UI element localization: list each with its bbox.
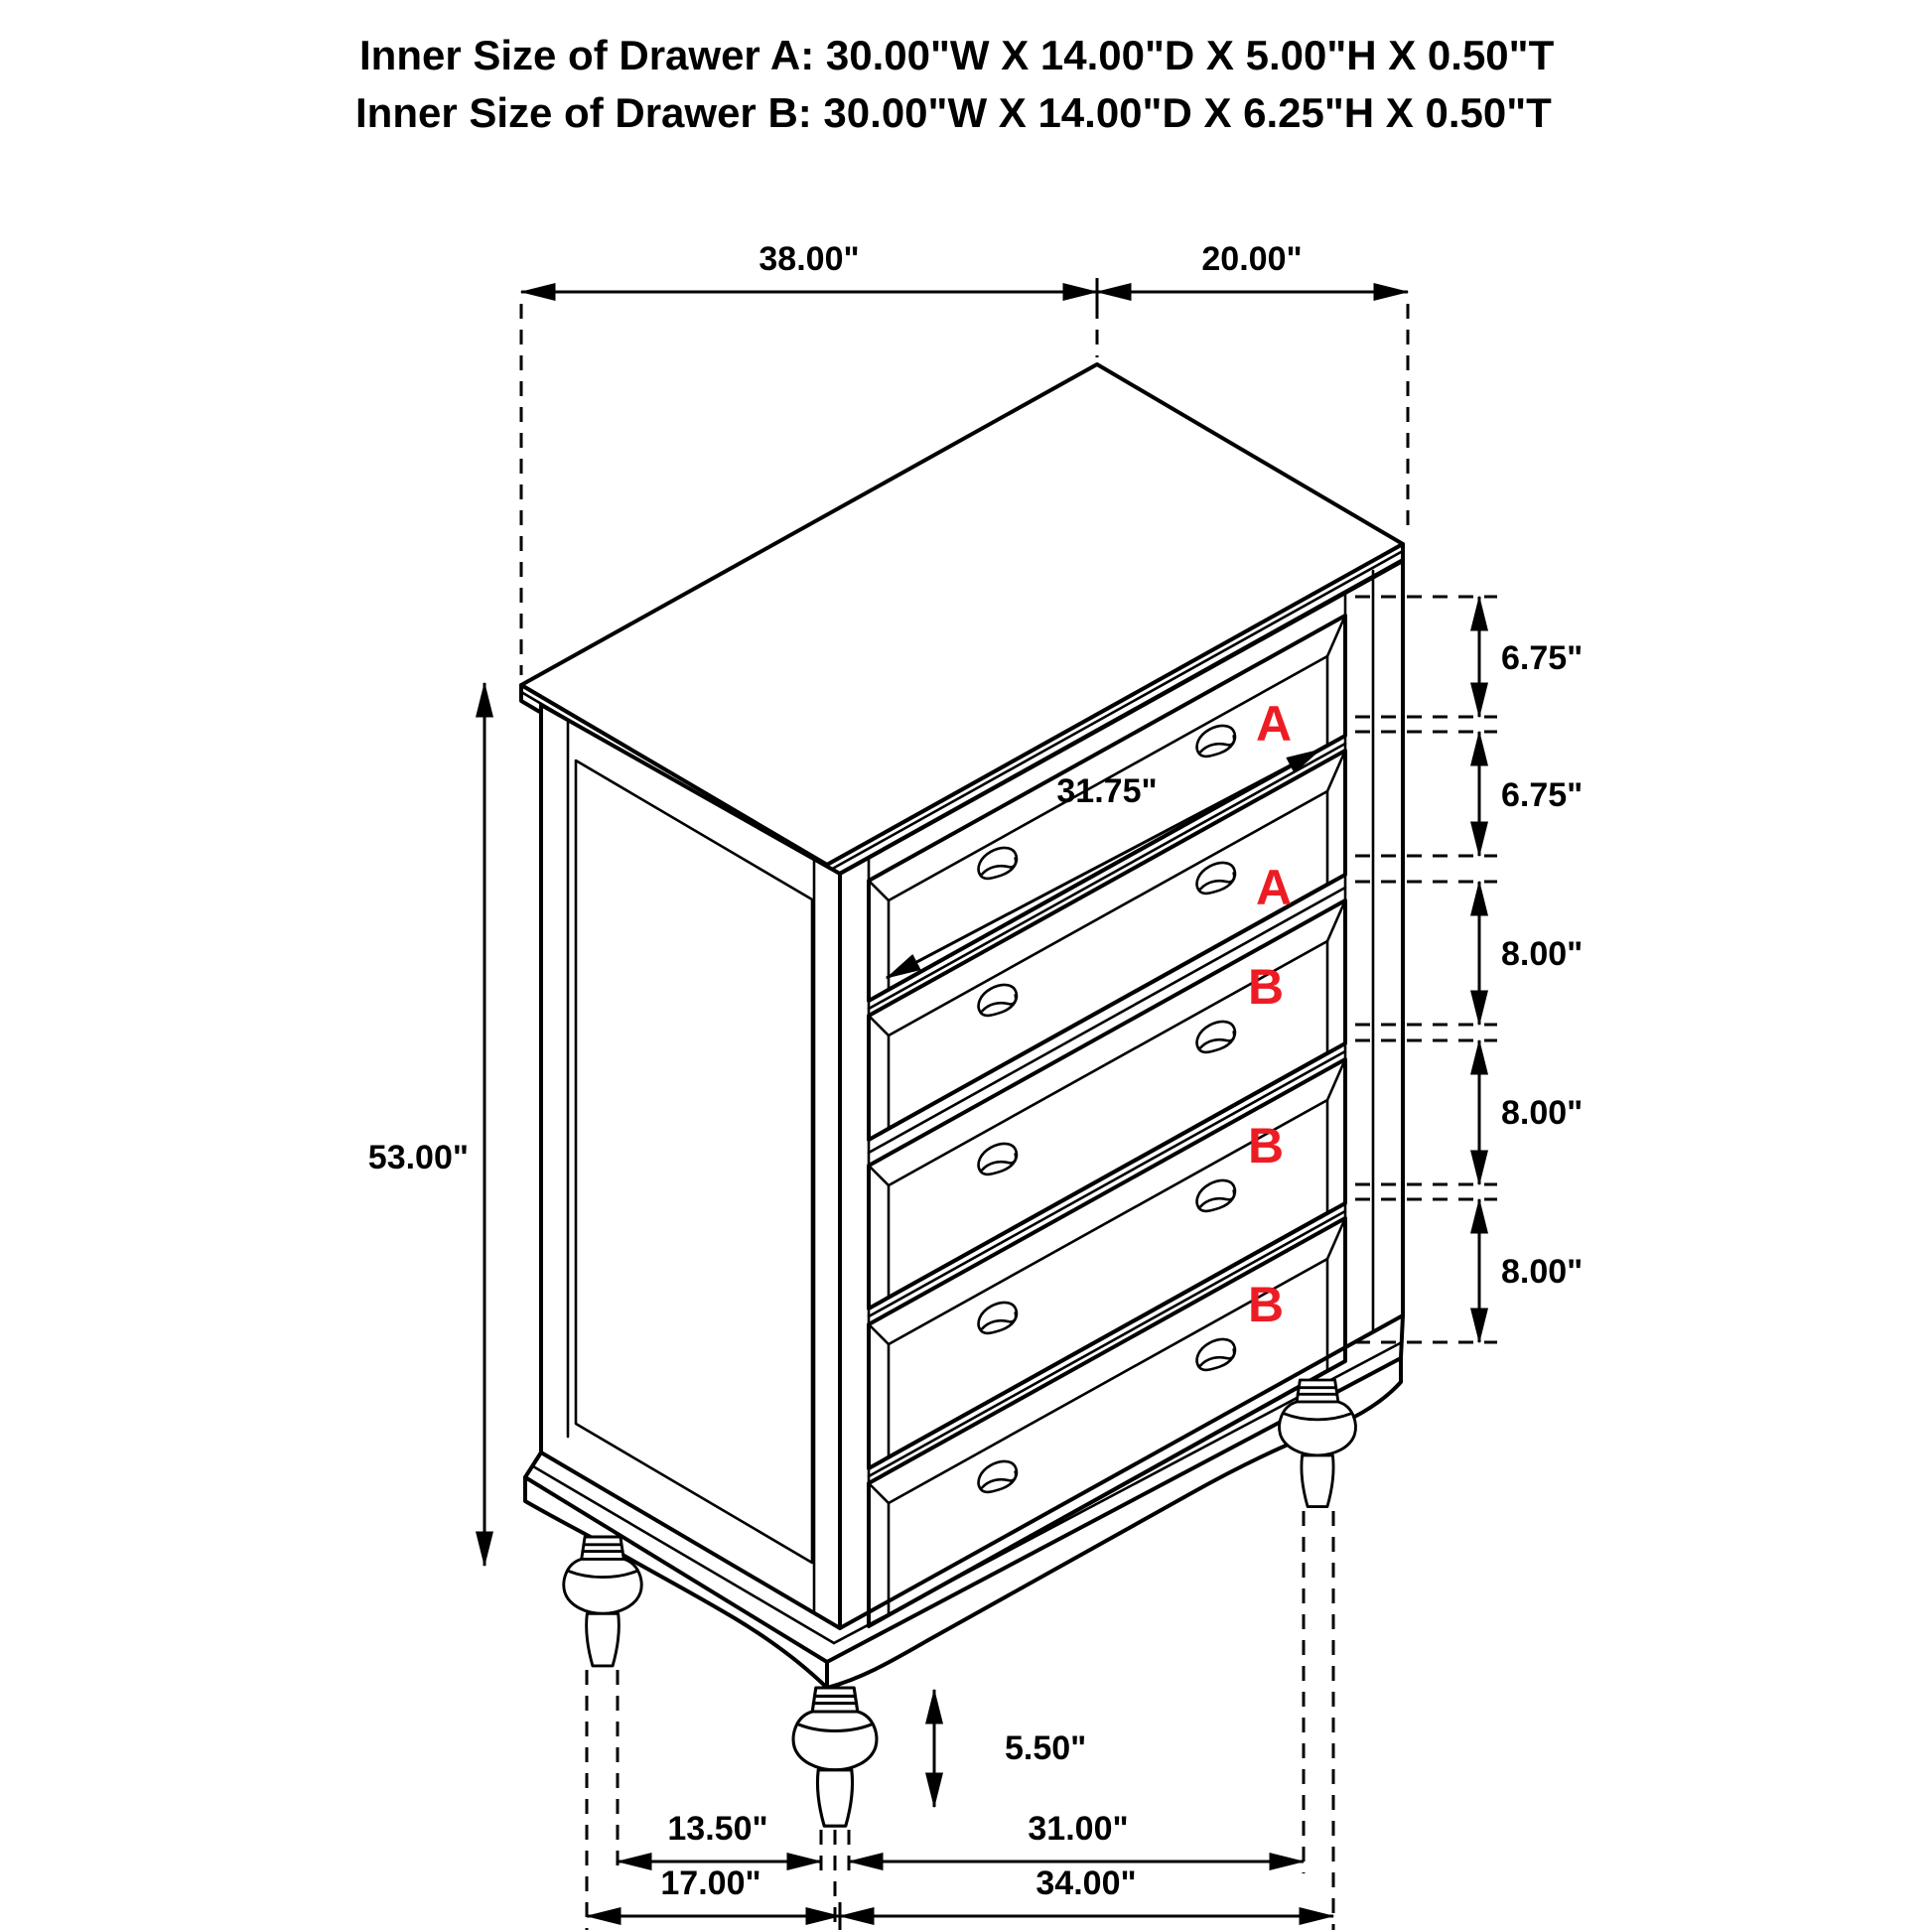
dim-overall-height-group: [368, 683, 484, 1566]
leg-front-center: [793, 1688, 877, 1826]
title-block: [355, 32, 1555, 136]
dim-label-top-depth: 20.00": [1201, 240, 1303, 278]
dim-label-legs-width: 31.00": [1028, 1810, 1129, 1848]
dim-label-diagonal: 31.75": [1056, 772, 1158, 810]
dim-label-drawer-3: 8.00": [1501, 935, 1584, 973]
drawer-a2-label: A: [1255, 860, 1293, 915]
dim-label-drawer-1: 6.75": [1501, 639, 1584, 677]
leg-back-left: [564, 1537, 641, 1666]
leg-front-right: [1280, 1380, 1356, 1507]
drawer-a1-label: A: [1255, 696, 1293, 752]
dim-label-top-width: 38.00": [759, 240, 860, 278]
title-line-2: Inner Size of Drawer B: 30.00"W X 14.00"D X 6.25"H X 0.50"T: [355, 89, 1552, 136]
dim-label-overall-depth: 17.00": [660, 1864, 761, 1902]
dim-label-overall-height: 53.00": [367, 1139, 469, 1176]
drawer-b1-label: B: [1247, 959, 1285, 1015]
dim-label-leg-height: 5.50": [1005, 1729, 1087, 1767]
dim-label-drawer-4: 8.00": [1501, 1094, 1584, 1132]
dim-label-overall-width: 34.00": [1035, 1864, 1137, 1902]
title-line-1: Inner Size of Drawer A: 30.00"W X 14.00"D X 5.00"H X 0.50"T: [359, 32, 1555, 78]
chest-drawing: [521, 364, 1403, 1826]
drawer-b2-label: B: [1247, 1118, 1285, 1173]
dim-label-drawer-5: 8.00": [1501, 1253, 1584, 1291]
dim-label-legs-depth: 13.50": [667, 1810, 768, 1848]
dim-leg-height-group: [934, 1690, 1086, 1807]
dim-label-drawer-2: 6.75": [1501, 776, 1584, 814]
drawer-b3-label: B: [1247, 1277, 1285, 1332]
